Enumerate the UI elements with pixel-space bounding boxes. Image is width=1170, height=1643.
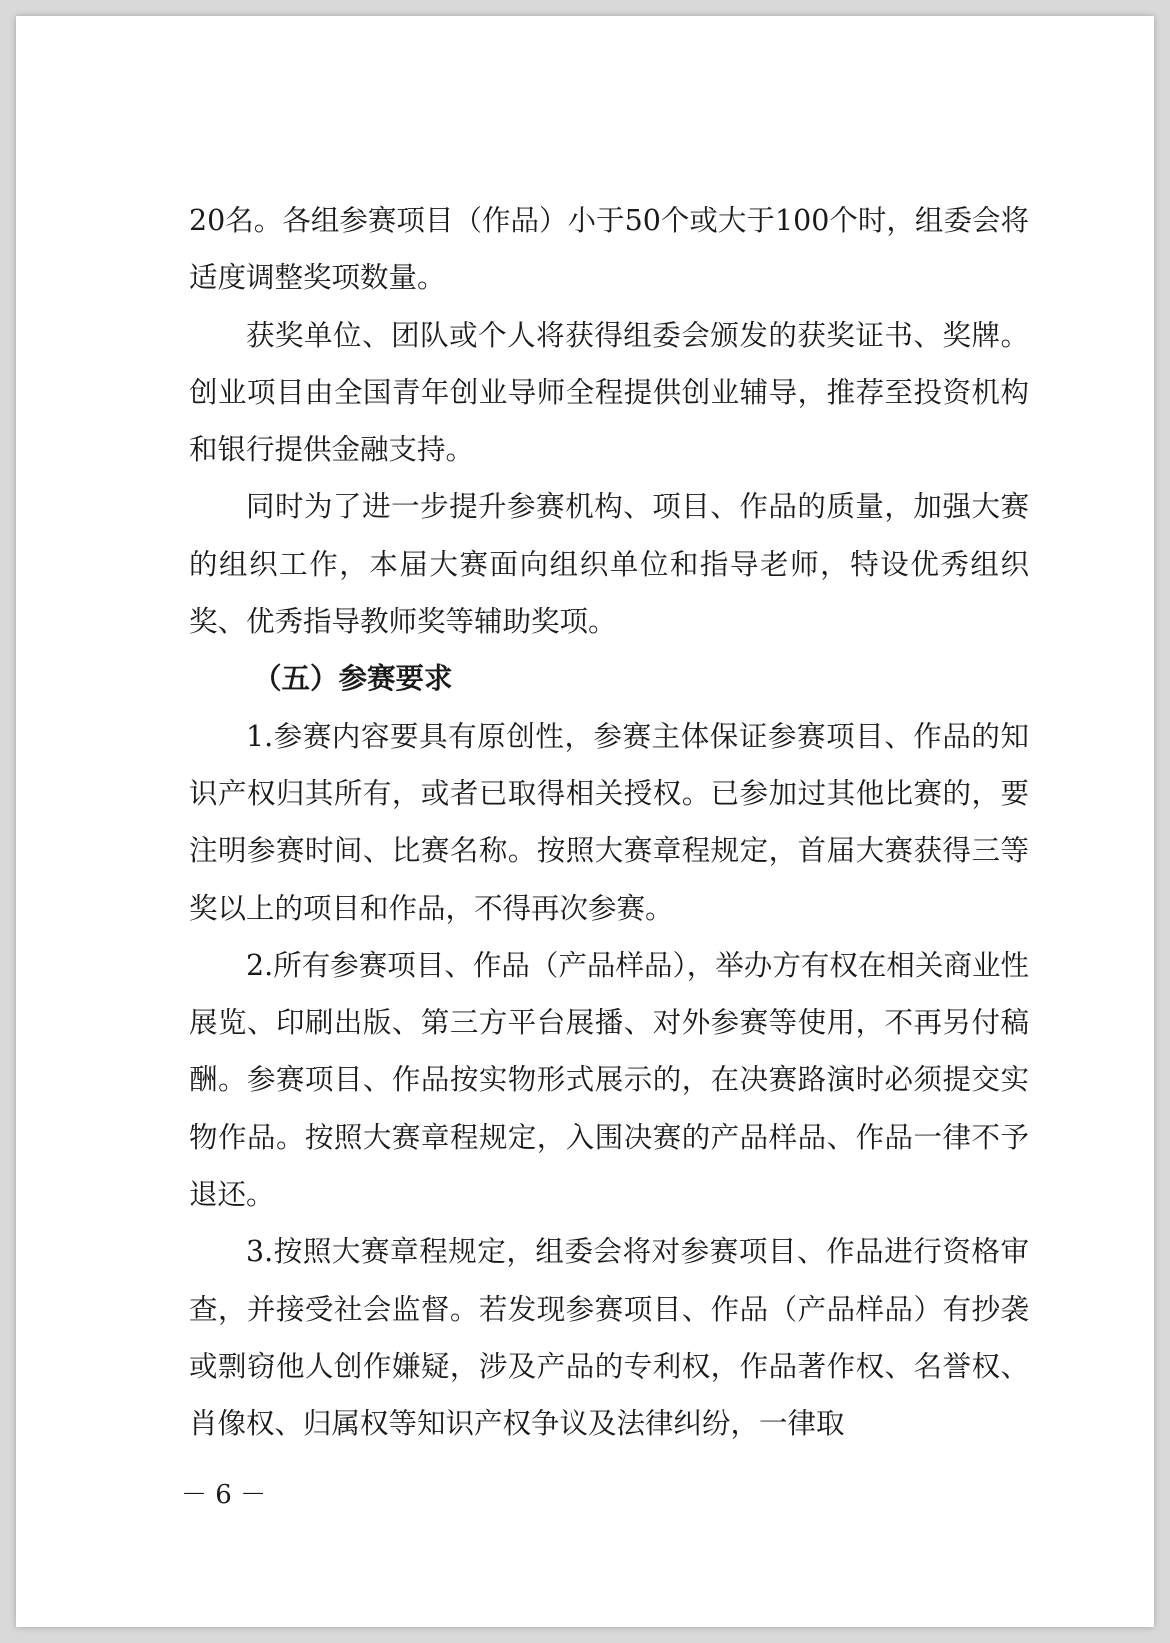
document-page bbox=[16, 16, 1154, 1627]
page-number: － 6 － bbox=[181, 1480, 267, 1510]
requirement-usage-rights: 2.所有参赛项目、作品（产品样品），举办方有权在相关商业性展览、印刷出版、第三方平台展播、对外参赛等使用，不再另付稿酬。参赛项目、作品按实物形式展示的，在决赛路演时必须提交实物作品。按照大赛章程规定，入围决赛的产品样品、作品一律不予退还。 bbox=[189, 948, 1029, 1212]
requirement-originality: 1.参赛内容要具有原创性，参赛主体保证参赛项目、作品的知识产权归其所有，或者已取得相关授权。已参加过其他比赛的，要注明参赛时间、比赛名称。按照大赛章程规定，首届大赛获得三等奖以上的项目和作品，不得再次参赛。 bbox=[189, 719, 1029, 925]
paragraph-auxiliary-awards: 同时为了进一步提升参赛机构、项目、作品的质量，加强大赛的组织工作，本届大赛面向组织单位和指导老师，特设优秀组织奖、优秀指导教师奖等辅助奖项。 bbox=[189, 490, 1029, 639]
paragraph-award-benefits: 获奖单位、团队或个人将获得组委会颁发的获奖证书、奖牌。创业项目由全国青年创业导师全程提供创业辅导，推荐至投资机构和银行提供金融支持。 bbox=[189, 318, 1029, 467]
requirement-review: 3.按照大赛章程规定，组委会将对参赛项目、作品进行资格审查，并接受社会监督。若发现参赛项目、作品（产品样品）有抄袭或剽窃他人创作嫌疑，涉及产品的专利权，作品著作权、名誉权、肖像权、归属权等知识产权争议及法律纠纷，一律取 bbox=[189, 1235, 1029, 1441]
section-heading: （五）参赛要求 bbox=[253, 661, 453, 696]
document-body bbox=[189, 192, 1029, 1453]
paragraph-award-count: 20名。各组参赛项目（作品）小于50个或大于100个时，组委会将适度调整奖项数量。 bbox=[189, 204, 1029, 295]
